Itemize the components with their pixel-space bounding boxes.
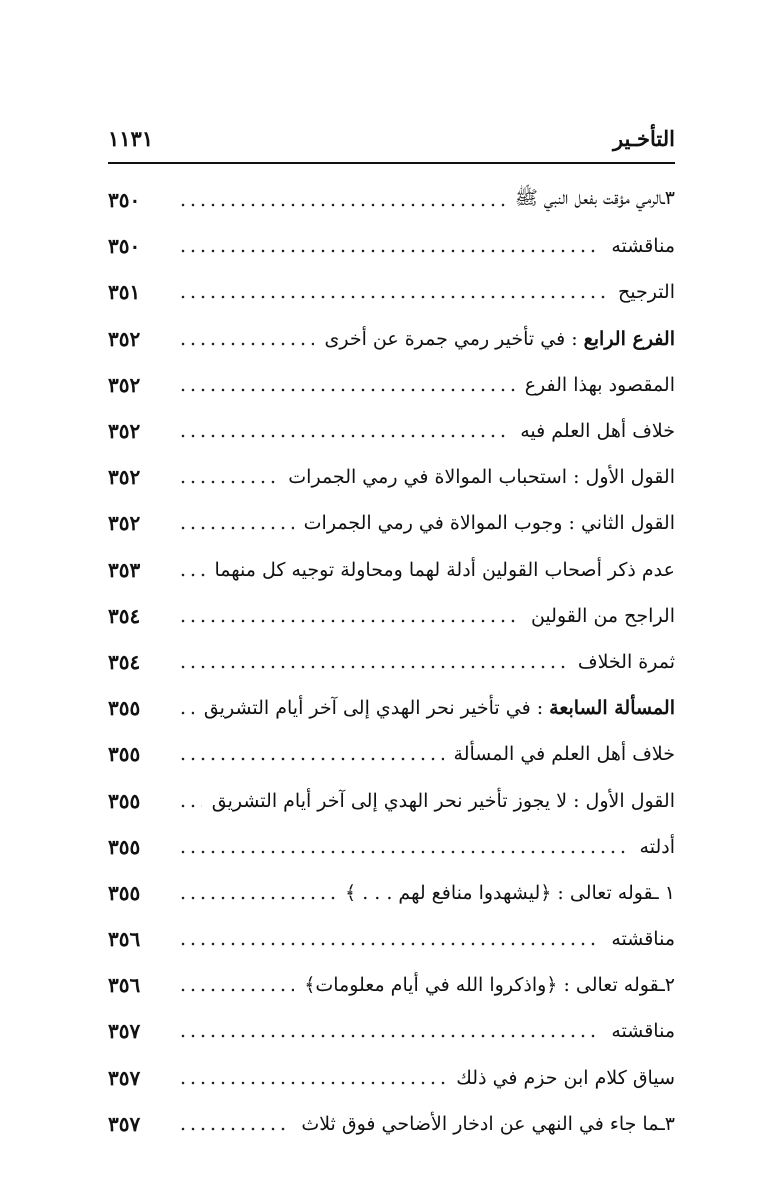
toc-entry	[108, 500, 675, 546]
toc-entry-page: ٣٥٦	[108, 927, 141, 952]
table-of-contents	[108, 177, 675, 1147]
toc-entry-text: القول الأول : لا يجوز تأخير نحر الهدي إلى آخر أيام التشريق	[211, 789, 675, 812]
toc-entry-page: ٣٥٧	[108, 1065, 141, 1090]
header-title: التأخـير	[612, 125, 675, 151]
dot-leader	[178, 342, 314, 346]
toc-entry	[108, 454, 675, 500]
toc-entry	[108, 593, 675, 639]
toc-entry-page: ٣٥٧	[108, 1019, 141, 1044]
toc-entry-text: : في تأخير رمي جمرة عن أخرى	[324, 327, 584, 350]
dot-leader	[178, 573, 205, 577]
dot-leader	[178, 388, 515, 392]
dot-leader	[178, 619, 521, 623]
toc-entry-text: الترجيح	[617, 281, 675, 304]
toc-entry-text: مناقشته	[611, 1020, 675, 1043]
toc-entry-page: ٣٥٦	[108, 973, 141, 998]
toc-entry	[108, 639, 675, 685]
toc-entry-label	[618, 281, 675, 303]
dot-leader	[178, 711, 194, 715]
toc-entry-text: مناقشته	[611, 235, 675, 258]
toc-entry	[108, 362, 675, 408]
dot-leader	[178, 295, 608, 299]
toc-entry-page: ٣٥٥	[108, 834, 141, 859]
dot-leader	[178, 526, 294, 530]
toc-entry-text: عدم ذكر أصحاب القولين أدلة لهما ومحاولة توجيه كل منهما	[214, 558, 675, 581]
toc-entry-page: ٣٥٥	[108, 788, 141, 813]
toc-entry-label	[520, 420, 675, 442]
toc-entry-text: ثمرة الخلاف	[577, 650, 675, 673]
dot-leader	[178, 1081, 446, 1085]
dot-leader	[178, 850, 630, 854]
dot-leader	[178, 896, 335, 900]
toc-entry	[108, 870, 675, 916]
dot-leader	[178, 665, 568, 669]
toc-entry-label	[578, 651, 675, 673]
running-header	[108, 118, 675, 158]
dot-leader	[178, 988, 294, 992]
toc-entry-label	[288, 466, 675, 488]
toc-entry-heading: الفرع الرابع	[583, 327, 675, 350]
toc-entry-label	[454, 743, 675, 765]
toc-entry-label	[531, 605, 675, 627]
toc-entry-page: ٣٥٠	[108, 234, 141, 259]
dot-leader	[178, 1127, 291, 1131]
toc-entry-label	[345, 882, 675, 904]
toc-entry-label	[525, 374, 675, 396]
toc-entry	[108, 731, 675, 777]
toc-entry-page: ٣٥٧	[108, 1111, 141, 1136]
toc-entry	[108, 962, 675, 1008]
toc-entry-label	[324, 328, 675, 350]
header-rule	[108, 162, 675, 164]
toc-entry-text: سياق كلام ابن حزم في ذلك	[456, 1066, 675, 1089]
toc-entry	[108, 824, 675, 870]
toc-entry-text: خلاف أهل العلم في المسألة	[453, 743, 675, 766]
toc-entry-label	[611, 928, 675, 950]
toc-entry	[108, 777, 675, 823]
toc-entry-page: ٣٥٤	[108, 603, 141, 628]
toc-entry-page: ٣٥١	[108, 280, 141, 305]
toc-entry	[108, 1101, 675, 1147]
toc-entry-page: ٣٥٠	[108, 188, 141, 213]
toc-entry-text: ١ ـقوله تعالى : ﴿ليشهدوا منافع لهم . . . ﴾	[345, 881, 675, 904]
toc-entry-text: مناقشته	[611, 928, 675, 951]
toc-entry-label	[611, 235, 675, 257]
toc-entry-label	[304, 512, 675, 534]
toc-entry-text: ٢ـقوله تعالى : ﴿واذكروا الله في أيام معلومات﴾	[304, 974, 675, 997]
toc-entry-label	[215, 559, 676, 581]
dot-leader	[178, 480, 278, 484]
toc-entry-label	[456, 1067, 675, 1089]
dot-leader	[178, 434, 510, 438]
toc-entry-page: ٣٥٤	[108, 649, 141, 674]
toc-entry	[108, 1055, 675, 1101]
toc-entry	[108, 408, 675, 454]
toc-entry-label	[515, 186, 675, 214]
toc-entry	[108, 223, 675, 269]
toc-entry-page: ٣٥٢	[108, 326, 141, 351]
toc-entry-text: ٣ـما جاء في النهي عن ادخار الأضاحي فوق ثلاث	[301, 1112, 675, 1135]
toc-entry-page: ٣٥٢	[108, 419, 141, 444]
toc-entry-text: : في تأخير نحر الهدي إلى آخر أيام التشريق	[203, 697, 550, 720]
toc-entry	[108, 177, 675, 223]
toc-entry-text: القول الأول : استحباب الموالاة في رمي الجمرات	[288, 466, 675, 489]
dot-leader	[178, 757, 444, 761]
toc-entry-text: ٣ـالرمي مؤقت بفعل النبي ﷺ	[514, 187, 675, 210]
toc-entry-label	[611, 1020, 675, 1042]
dot-leader	[178, 249, 601, 253]
toc-entry	[108, 916, 675, 962]
toc-entry-label	[301, 1113, 675, 1135]
toc-entry-text: الراجح من القولين	[530, 604, 675, 627]
toc-entry-heading: المسألة السابعة	[549, 697, 675, 720]
dot-leader	[178, 1034, 601, 1038]
toc-entry-text: المقصود بهذا الفرع	[524, 373, 675, 396]
toc-entry	[108, 269, 675, 315]
toc-entry-page: ٣٥٢	[108, 465, 141, 490]
toc-entry	[108, 547, 675, 593]
toc-entry-page: ٣٥٥	[108, 696, 141, 721]
toc-entry-label	[304, 974, 675, 996]
toc-entry-text: أدلته	[639, 835, 675, 858]
toc-entry-page: ٣٥٣	[108, 557, 141, 582]
dot-leader	[178, 942, 601, 946]
dot-leader	[178, 804, 202, 808]
toc-entry-page: ٣٥٢	[108, 372, 141, 397]
toc-entry-label	[640, 836, 675, 858]
toc-entry-label	[204, 697, 675, 719]
toc-entry-text: خلاف أهل العلم فيه	[520, 420, 675, 443]
toc-entry-page: ٣٥٥	[108, 742, 141, 767]
toc-entry-page: ٣٥٢	[108, 511, 141, 536]
toc-entry-page: ٣٥٥	[108, 880, 141, 905]
toc-entry-label	[212, 790, 675, 812]
header-page-number: ١١٣١	[108, 125, 154, 151]
toc-entry-text: القول الثاني : وجوب الموالاة في رمي الجمرات	[303, 512, 675, 535]
toc-entry	[108, 316, 675, 362]
toc-entry	[108, 685, 675, 731]
toc-entry	[108, 1008, 675, 1054]
dot-leader	[178, 203, 505, 207]
